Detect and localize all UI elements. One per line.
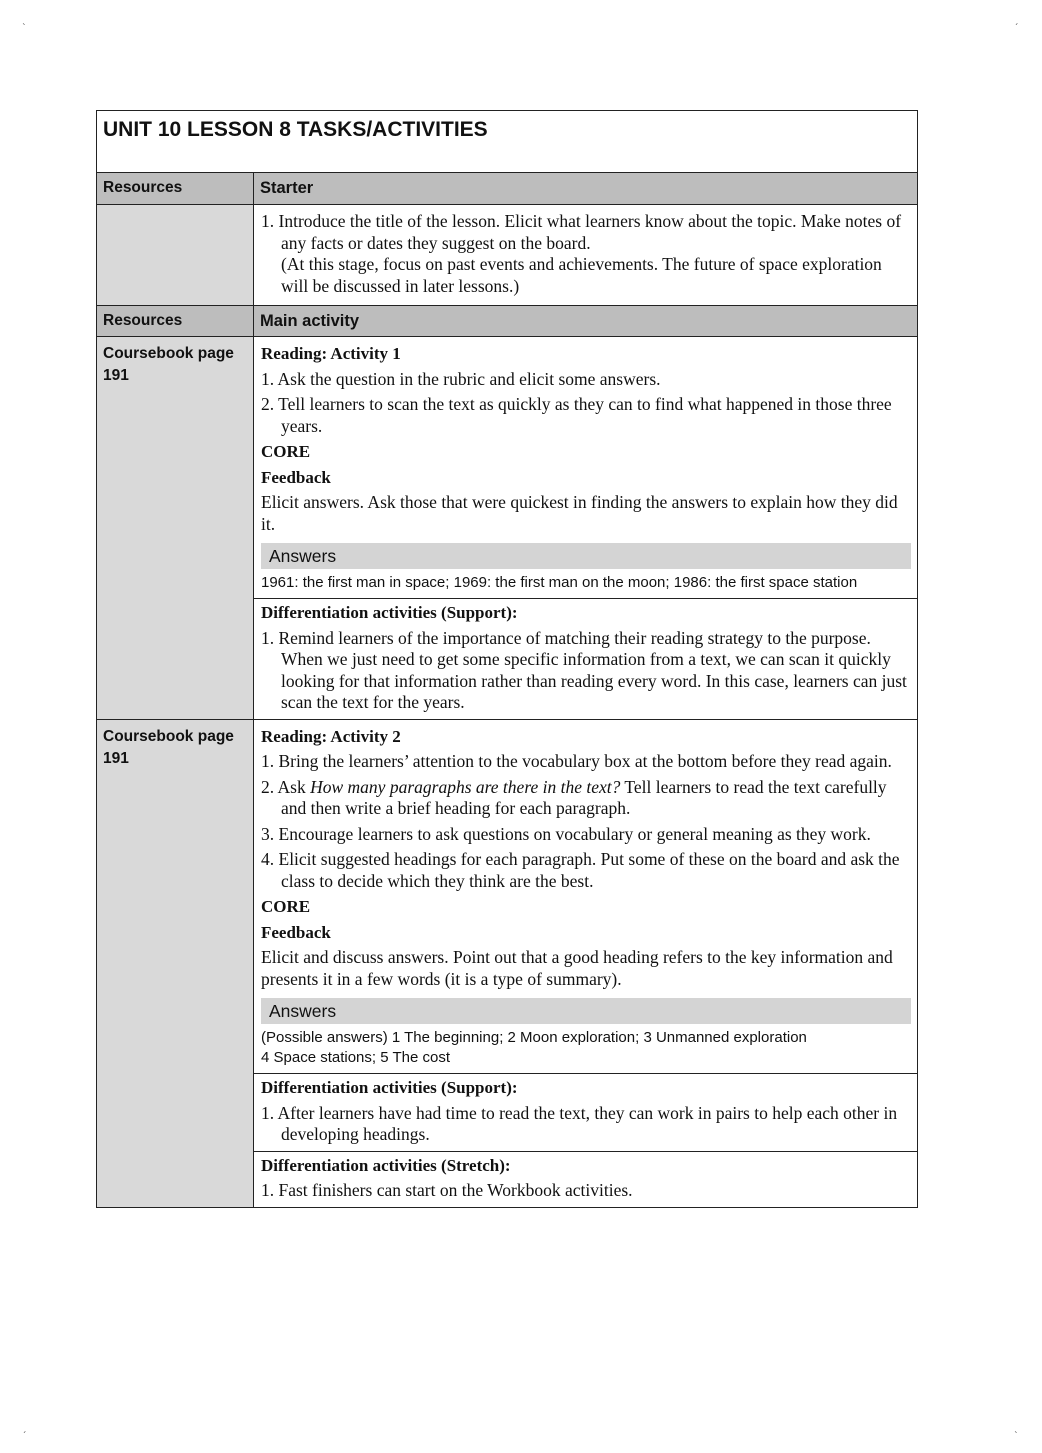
item-question: How many paragraphs are there in the text? bbox=[310, 776, 621, 797]
page-title: UNIT 10 LESSON 8 TASKS/ACTIVITIES bbox=[97, 111, 917, 173]
starter-header-row bbox=[97, 173, 917, 204]
feedback-text: Elicit answers. Ask those that were quickest in finding the answers to explain how they did it. bbox=[261, 492, 898, 534]
crop-mark: ˏ bbox=[1014, 16, 1019, 26]
support-item: 1. Remind learners of the importance of matching their reading strategy to the purpose. When we just need to get some specific information from a text, we can scan it quickly looking for that information rather than reading every word. In this case, learners can just scan the text for the years. bbox=[261, 627, 907, 712]
crop-mark: ˎ bbox=[1014, 1424, 1019, 1434]
answers-line: 4 Space stations; 5 The cost bbox=[261, 1049, 451, 1066]
activity-1-item: 1. Ask the question in the rubric and elicit some answers. bbox=[261, 368, 661, 389]
lesson-plan-table bbox=[96, 110, 918, 1208]
activity-2-item bbox=[261, 777, 911, 820]
activity-1-item: 2. Tell learners to scan the text as quickly as they can to find what happened in those three years. bbox=[261, 394, 892, 436]
activity-2-item: 4. Elicit suggested headings for each paragraph. Put some of these on the board and ask the class to decide which they think are the best. bbox=[261, 849, 900, 891]
starter-header: Starter bbox=[254, 173, 917, 204]
activity-2-heading: Reading: Activity 2 bbox=[261, 726, 401, 746]
activity-2-item: 1. Bring the learners’ attention to the vocabulary box at the bottom before they read again. bbox=[261, 751, 892, 771]
starter-item: 1. Introduce the title of the lesson. Elicit what learners know about the topic. Make notes of any facts or dates they suggest on the board. bbox=[261, 211, 902, 253]
feedback-text: Elicit and discuss answers. Point out that a good heading refers to the key information and presents it in a few words (it is a type of summary). bbox=[261, 947, 893, 989]
item-text: Tell learners to read the text carefully and then write a brief heading for each paragraph. bbox=[281, 776, 887, 818]
activity-1-heading: Reading: Activity 1 bbox=[261, 344, 401, 363]
stretch-item: 1. Fast finishers can start on the Workbook activities. bbox=[261, 1180, 633, 1200]
answers-line: (Possible answers) 1 The beginning; 2 Moon exploration; 3 Unmanned exploration bbox=[261, 1029, 807, 1046]
starter-resources-cell bbox=[97, 205, 254, 305]
activity-1-row bbox=[97, 336, 917, 719]
answers-text: 1961: the first man in space; 1969: the first man on the moon; 1986: the first space station bbox=[261, 574, 858, 591]
core-label: CORE bbox=[261, 442, 311, 461]
answers-label: Answers bbox=[261, 998, 911, 1024]
crop-mark: ˎ bbox=[22, 16, 27, 26]
starter-note: (At this stage, focus on past events and achievements. The future of space exploration will be discussed in later lessons.) bbox=[281, 254, 882, 296]
support-heading: Differentiation activities (Support): bbox=[261, 603, 518, 622]
feedback-label: Feedback bbox=[261, 467, 331, 487]
answers-label: Answers bbox=[261, 543, 911, 569]
item-text: 2. Ask bbox=[261, 776, 311, 797]
crop-mark: ˏ bbox=[22, 1424, 27, 1434]
activity-2-row bbox=[97, 719, 917, 1207]
starter-row bbox=[97, 204, 917, 305]
main-activity-header: Main activity bbox=[254, 306, 917, 336]
main-header-row bbox=[97, 305, 917, 336]
feedback-label: Feedback bbox=[261, 922, 331, 942]
core-label: CORE bbox=[261, 897, 311, 916]
resources-header: Resources bbox=[97, 306, 254, 336]
stretch-heading: Differentiation activities (Stretch): bbox=[261, 1155, 511, 1175]
activity-2-resource: Coursebook page 191 bbox=[97, 720, 254, 1207]
support-item: 1. After learners have had time to read the text, they can work in pairs to help each other in developing headings. bbox=[261, 1102, 898, 1144]
support-heading: Differentiation activities (Support): bbox=[261, 1078, 518, 1097]
resources-header: Resources bbox=[97, 173, 254, 204]
activity-1-resource: Coursebook page 191 bbox=[97, 337, 254, 719]
activity-2-item: 3. Encourage learners to ask questions on vocabulary or general meaning as they work. bbox=[261, 823, 871, 844]
